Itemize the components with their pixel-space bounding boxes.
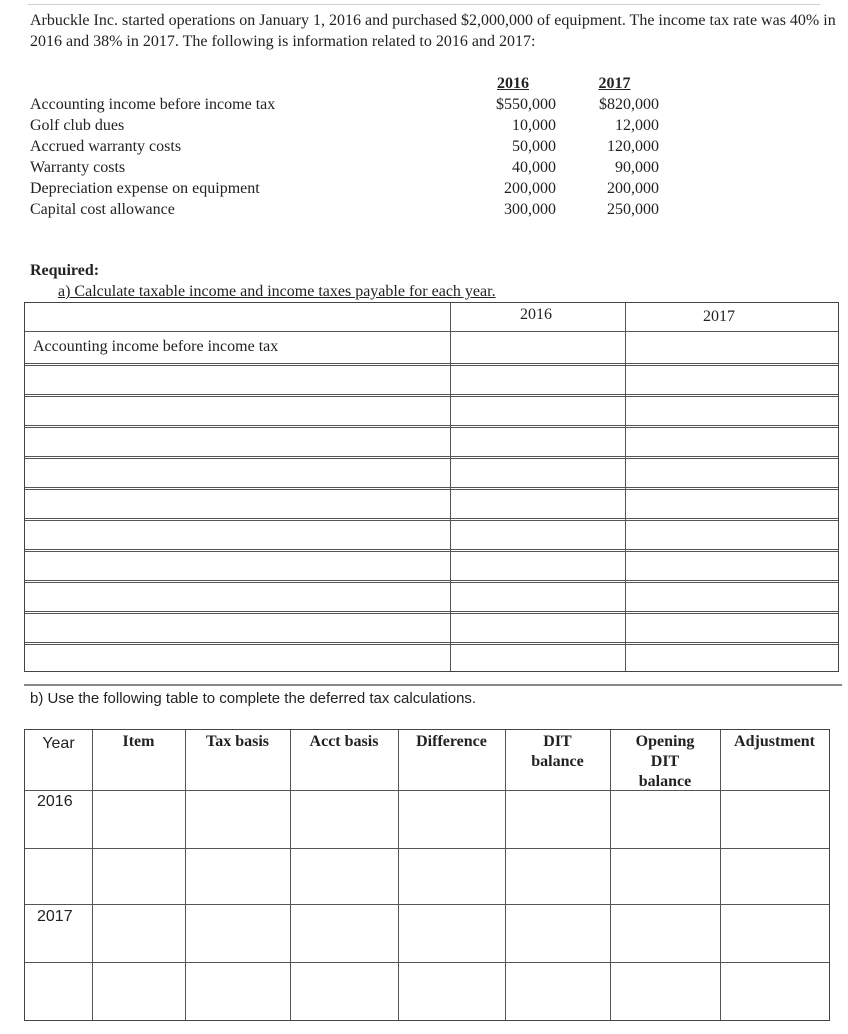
info-column-2017 bbox=[570, 73, 659, 220]
table-row-line bbox=[25, 331, 838, 332]
table-row-line bbox=[25, 425, 838, 428]
info-header-2017: 2017 bbox=[598, 75, 631, 92]
info-label: Capital cost allowance bbox=[30, 201, 175, 218]
header-tax-basis: Tax basis bbox=[206, 733, 269, 750]
info-label: Accrued warranty costs bbox=[30, 138, 182, 155]
info-value: 300,000 bbox=[504, 201, 556, 218]
info-value: 50,000 bbox=[512, 138, 556, 155]
header-dit-balance: DIT balance bbox=[531, 733, 584, 770]
table-column-divider bbox=[92, 730, 93, 1020]
info-value: 12,000 bbox=[615, 117, 659, 134]
table-row-line bbox=[25, 580, 838, 583]
header-adjustment: Adjustment bbox=[734, 733, 815, 750]
info-value: $820,000 bbox=[599, 96, 659, 113]
table-row-line bbox=[25, 962, 829, 963]
table-row-line bbox=[25, 363, 838, 366]
table-column-divider bbox=[398, 730, 399, 1020]
table-column-divider bbox=[610, 730, 611, 1020]
info-value: 90,000 bbox=[615, 159, 659, 176]
table-row-line bbox=[25, 848, 829, 849]
header-opening-dit-balance: Opening DIT balance bbox=[635, 733, 695, 790]
first-row-label: Accounting income before income tax bbox=[33, 338, 279, 355]
taxable-income-table bbox=[24, 302, 839, 672]
table-column-divider bbox=[290, 730, 291, 1020]
part-b-instruction: b) Use the following table to complete the deferred tax calculations. bbox=[30, 690, 477, 707]
table-column-divider bbox=[720, 730, 721, 1020]
table-row-line bbox=[25, 611, 838, 614]
info-value: 10,000 bbox=[512, 117, 556, 134]
info-label: Golf club dues bbox=[30, 117, 125, 134]
top-rule bbox=[28, 4, 820, 5]
year-2017-label: 2017 bbox=[37, 908, 73, 925]
info-label: Depreciation expense on equipment bbox=[30, 180, 260, 197]
part-a-instruction: a) Calculate taxable income and income taxes payable for each year. bbox=[58, 283, 496, 300]
table-row-line bbox=[25, 518, 838, 521]
table-row-line bbox=[25, 394, 838, 397]
section-divider bbox=[24, 684, 842, 686]
table-column-divider bbox=[505, 730, 506, 1020]
deferred-tax-table bbox=[24, 729, 830, 1021]
table-row-line bbox=[25, 549, 838, 552]
header-year: Year bbox=[42, 735, 75, 752]
header-difference: Difference bbox=[416, 733, 487, 750]
table-row-line bbox=[25, 790, 829, 791]
info-value: 120,000 bbox=[607, 138, 659, 155]
table-row-line bbox=[25, 487, 838, 490]
column-header-2017: 2017 bbox=[703, 308, 735, 325]
info-value: $550,000 bbox=[496, 96, 556, 113]
info-value: 200,000 bbox=[607, 180, 659, 197]
year-2016-label: 2016 bbox=[37, 793, 73, 810]
table-row-line bbox=[25, 904, 829, 905]
info-labels bbox=[30, 94, 275, 220]
info-label: Accounting income before income tax bbox=[30, 96, 276, 113]
required-heading: Required: bbox=[30, 262, 100, 279]
header-item: Item bbox=[122, 733, 155, 750]
table-row-line bbox=[25, 642, 838, 645]
info-value: 40,000 bbox=[512, 159, 556, 176]
info-value: 200,000 bbox=[504, 180, 556, 197]
table-row-line bbox=[25, 456, 838, 459]
table-column-divider bbox=[185, 730, 186, 1020]
header-acct-basis: Acct basis bbox=[309, 733, 379, 750]
column-header-2016: 2016 bbox=[520, 306, 552, 323]
intro-paragraph: Arbuckle Inc. started operations on January 1, 2016 and purchased $2,000,000 of equipment. The income tax rate was 40% in 2016 and 38% in 2017. The following is information related to 2016 and 2017: bbox=[30, 12, 836, 50]
info-value: 250,000 bbox=[607, 201, 659, 218]
info-label: Warranty costs bbox=[30, 159, 126, 176]
info-column-2016 bbox=[470, 73, 556, 220]
info-header-2016: 2016 bbox=[497, 75, 529, 92]
